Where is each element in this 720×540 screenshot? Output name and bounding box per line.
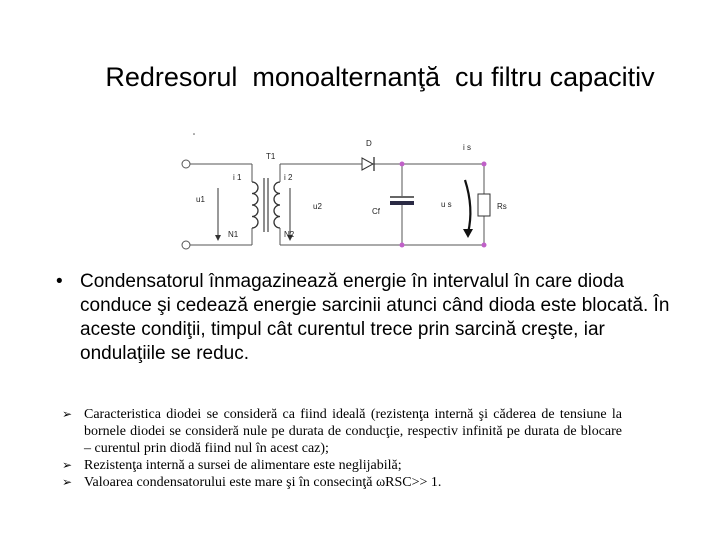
arrow-bullet-icon: ➢ bbox=[62, 475, 73, 489]
assumption-item bbox=[62, 406, 622, 457]
assumption-text: Rezistenţa internă a sursei de alimentare este neglijabilă; bbox=[84, 458, 402, 473]
secondary-winding bbox=[274, 182, 280, 228]
assumption-item bbox=[62, 474, 622, 491]
output-voltage-label: u s bbox=[441, 200, 452, 209]
bullet-text: Condensatorul înmagazinează energie în intervalul în care dioda conduce şi cedează energie sarcinii atunci când dioda este blocată. În aceste condiţii, timpul cât curentul trece prin sarcină creşte, iar ondulaţiile se reduc. bbox=[80, 271, 670, 364]
assumption-item bbox=[62, 457, 622, 474]
secondary-voltage-label: u2 bbox=[313, 202, 322, 211]
capacitor-label: Cf bbox=[372, 207, 380, 216]
secondary-circuit bbox=[280, 164, 484, 245]
primary-circuit bbox=[190, 164, 252, 245]
bullet-marker: • bbox=[56, 271, 63, 292]
circuit-diagram bbox=[0, 120, 720, 260]
arrow-bullet-icon: ➢ bbox=[62, 458, 73, 472]
assumption-text: Valoarea condensatorului este mare şi în consecinţă ωRSC>> 1. bbox=[84, 475, 442, 490]
slide-title: Redresorul monoalternanţă cu filtru capacitiv bbox=[105, 62, 655, 92]
input-terminal-bottom bbox=[182, 241, 190, 249]
load-resistor bbox=[478, 194, 490, 216]
assumptions-list bbox=[62, 406, 622, 491]
load-current-arrowhead bbox=[463, 229, 473, 238]
filter-capacitor bbox=[390, 197, 414, 205]
load-label: Rs bbox=[497, 202, 507, 211]
transformer-label: T1 bbox=[266, 152, 276, 161]
primary-current-label: i 1 bbox=[233, 173, 242, 182]
load-current-arrow bbox=[465, 180, 470, 233]
assumption-text: Caracteristica diodei se consideră ca fiind ideală (rezistenţa internă şi căderea de tensiune la bornele diodei se consideră nule pe durata de conducţie, respectiv infinită pe durata de blocare – curentul prin diodă fiind nul în acest caz); bbox=[84, 407, 622, 456]
secondary-current-label: i 2 bbox=[284, 173, 293, 182]
load-current-label: i s bbox=[463, 143, 471, 152]
primary-turns-label: N1 bbox=[228, 230, 239, 239]
transformer-core bbox=[264, 178, 268, 232]
arrow-bullet-icon: ➢ bbox=[62, 407, 73, 421]
secondary-turns-label: N2 bbox=[284, 230, 295, 239]
input-terminal-top bbox=[182, 160, 190, 168]
input-voltage-label: u1 bbox=[196, 195, 205, 204]
diode-symbol bbox=[362, 157, 374, 171]
primary-winding bbox=[252, 182, 258, 228]
diode-label: D bbox=[366, 139, 372, 148]
